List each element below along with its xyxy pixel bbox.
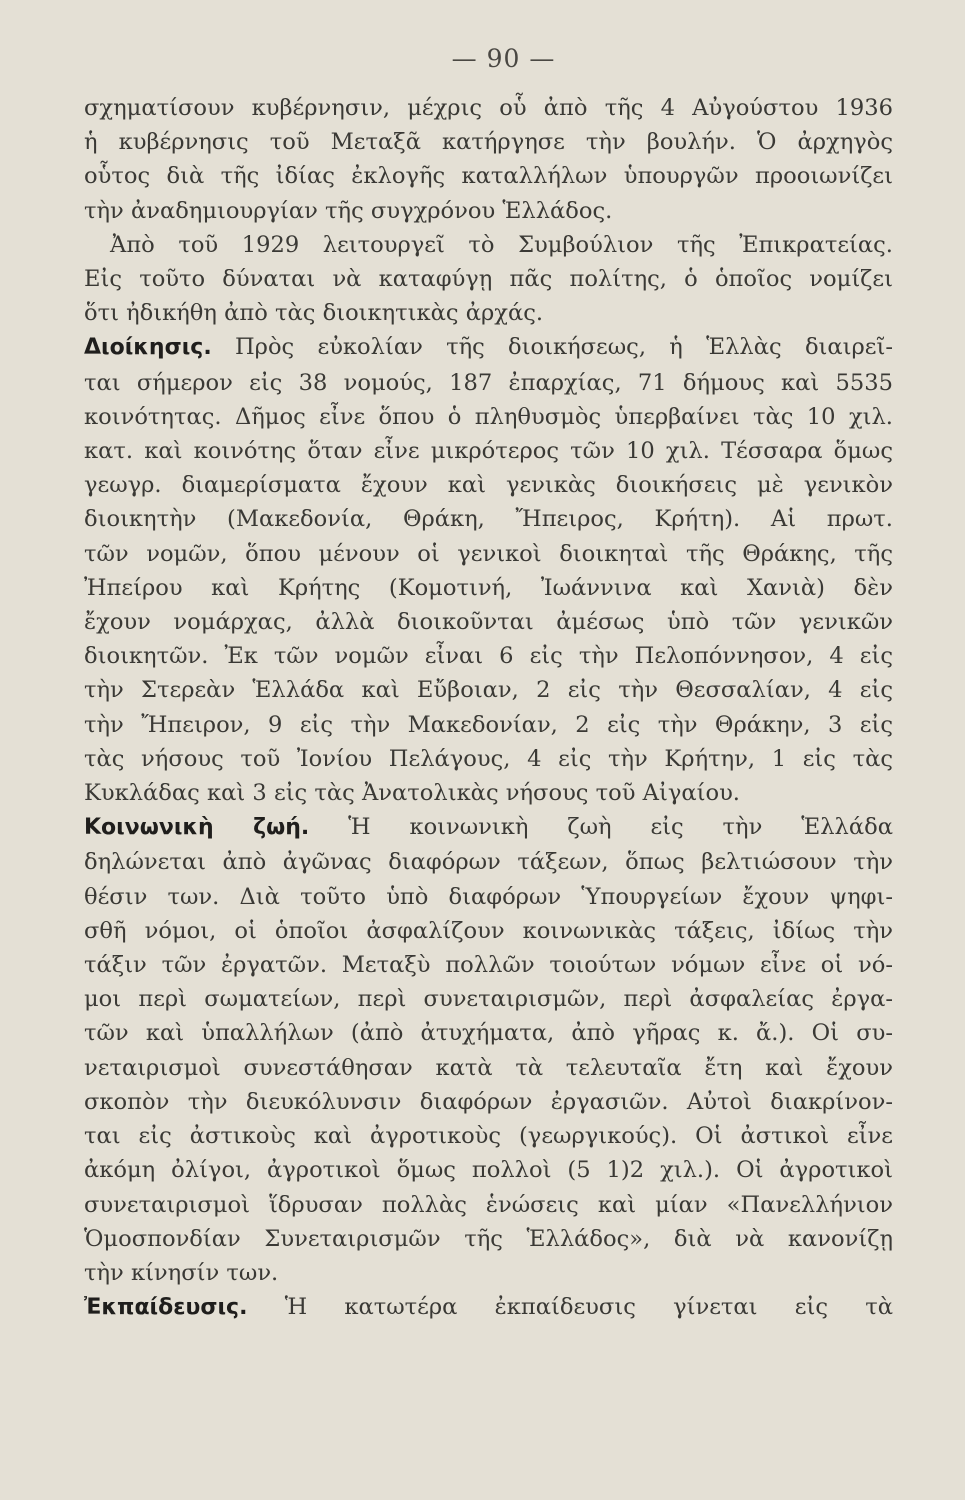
text-line: σθῆ νόμοι, οἱ ὁποῖοι ἀσφαλίζουν κοινωνικὰς τάξεις, ἰδίως τὴν (84, 917, 893, 944)
text-line (84, 1290, 893, 1325)
text-line: σκοπὸν τὴν διευκόλυνσιν διαφόρων ἐργασιῶν. Αὐτοὶ διακρίνον- (84, 1088, 893, 1115)
text-line: ται σήμερον εἰς 38 νομούς, 187 ἐπαρχίας, 71 δήμους καὶ 5535 (84, 369, 893, 396)
text-line: τάξιν τῶν ἐργατῶν. Μεταξὺ πολλῶν τοιούτων νόμων εἶνε οἱ νό- (84, 952, 893, 979)
text-line: δηλώνεται ἀπὸ ἀγῶνας διαφόρων τάξεων, ὅπως βελτιώσουν τὴν (84, 849, 893, 876)
text-line: γεωγρ. διαμερίσματα ἔχουν καὶ γενικὰς διοικήσεις μὲ γενικὸν (84, 472, 893, 499)
text-line: τῶν καὶ ὑπαλλήλων (ἀπὸ ἀτυχήματα, ἀπὸ γῆρας κ. ἄ.). Οἱ συ- (84, 1020, 893, 1047)
text-line: τῶν νομῶν, ὅπου μένουν οἱ γενικοὶ διοικηταὶ τῆς Θράκης, τῆς (84, 540, 893, 567)
section-heading-social-life: Κοινωνικὴ ζωή. (84, 815, 310, 841)
text-line (84, 810, 893, 845)
section-heading-administration: Διοίκησις. (84, 335, 212, 361)
text-line: συνεταιρισμοὶ ἵδρυσαν πολλὰς ἑνώσεις καὶ μίαν «Πανελλήνιον (84, 1191, 893, 1218)
text-line: ὅτι ἠδικήθη ἀπὸ τὰς διοικητικὰς ἀρχάς. (84, 300, 544, 327)
text-line: τὰς νήσους τοῦ Ἰονίου Πελάγους, 4 εἰς τὴν Κρήτην, 1 εἰς τὰς (84, 745, 893, 772)
text-line: διοικητῶν. Ἐκ τῶν νομῶν εἶναι 6 εἰς τὴν Πελοπόννησον, 4 εἰς (84, 643, 893, 670)
text-line: μοι περὶ σωματείων, περὶ συνεταιρισμῶν, περὶ ἀσφαλείας ἐργα- (84, 986, 893, 1013)
text-line: ἔχουν νομάρχας, ἀλλὰ διοικοῦνται ἀμέσως ὑπὸ τῶν γενικῶν (84, 609, 893, 636)
section-heading-education: Ἐκπαίδευσις. (84, 1295, 248, 1321)
text-line: νεταιρισμοὶ συνεστάθησαν κατὰ τὰ τελευταῖα ἔτη καὶ ἔχουν (84, 1054, 893, 1081)
text-line: ται εἰς ἀστικοὺς καὶ ἀγροτικοὺς (γεωργικούς). Οἱ ἀστικοὶ εἶνε (84, 1123, 893, 1150)
text-line: κοινότητας. Δῆμος εἶνε ὅπου ὁ πληθυσμὸς ὑπερβαίνει τὰς 10 χιλ. (84, 403, 893, 430)
text-run: Πρὸς εὐκολίαν τῆς διοικήσεως, ἡ Ἑλλὰς διαιρεῖ- (234, 334, 893, 361)
page-body (84, 91, 893, 1325)
text-line: Ἠπείρου καὶ Κρήτης (Κομοτινή, Ἰωάννινα καὶ Χανιὰ) δὲν (84, 574, 893, 601)
page-number: — 90 — (451, 44, 556, 73)
text-line: ἡ κυβέρνησις τοῦ Μεταξᾶ κατήργησε τὴν βουλήν. Ὁ ἀρχηγὸς (84, 129, 893, 156)
text-line: τὴν Ἤπειρον, 9 εἰς τὴν Μακεδονίαν, 2 εἰς τὴν Θράκην, 3 εἰς (84, 711, 893, 738)
text-line (84, 330, 893, 365)
text-line: τὴν Στερεὰν Ἑλλάδα καὶ Εὔβοιαν, 2 εἰς τὴν Θεσσαλίαν, 4 εἰς (84, 677, 893, 704)
text-line: σχηματίσουν κυβέρνησιν, μέχρις οὗ ἀπὸ τῆς 4 Αὐγούστου 1936 (84, 95, 893, 121)
text-line: τὴν κίνησίν των. (84, 1259, 279, 1286)
text-run: Ἡ κατωτέρα ἐκπαίδευσις γίνεται εἰς τὰ (284, 1294, 893, 1321)
text-line: Εἰς τοῦτο δύναται νὰ καταφύγῃ πᾶς πολίτης, ὁ ὁποῖος νομίζει (84, 266, 893, 293)
text-line: τὴν ἀναδημιουργίαν τῆς συγχρόνου Ἑλλάδος. (84, 197, 613, 224)
text-line: διοικητὴν (Μακεδονία, Θράκη, Ἤπειρος, Κρήτη). Αἱ πρωτ. (84, 506, 893, 533)
text-line: ἀκόμη ὀλίγοι, ἀγροτικοὶ ὅμως πολλοὶ (5 1)2 χιλ.). Οἱ ἀγροτικοὶ (84, 1157, 893, 1184)
text-run: Ἡ κοινωνικὴ ζωὴ εἰς τὴν Ἑλλάδα (348, 814, 893, 841)
text-line: Ὁμοσπονδίαν Συνεταιρισμῶν τῆς Ἑλλάδος», διὰ νὰ κανονίζῃ (84, 1225, 893, 1252)
text-line: οὗτος διὰ τῆς ἰδίας ἐκλογῆς καταλλήλων ὑπουργῶν προοιωνίζει (84, 163, 893, 190)
text-line: Ἀπὸ τοῦ 1929 λειτουργεῖ τὸ Συμβούλιον τῆς Ἐπικρατείας. (110, 231, 893, 258)
text-line: θέσιν των. Διὰ τοῦτο ὑπὸ διαφόρων Ὑπουργείων ἔχουν ψηφι- (84, 883, 893, 910)
text-line: κατ. καὶ κοινότης ὅταν εἶνε μικρότερος τῶν 10 χιλ. Τέσσαρα ὅμως (84, 438, 893, 465)
text-line: Κυκλάδας καὶ 3 εἰς τὰς Ἀνατολικὰς νήσους τοῦ Αἰγαίου. (84, 780, 740, 807)
